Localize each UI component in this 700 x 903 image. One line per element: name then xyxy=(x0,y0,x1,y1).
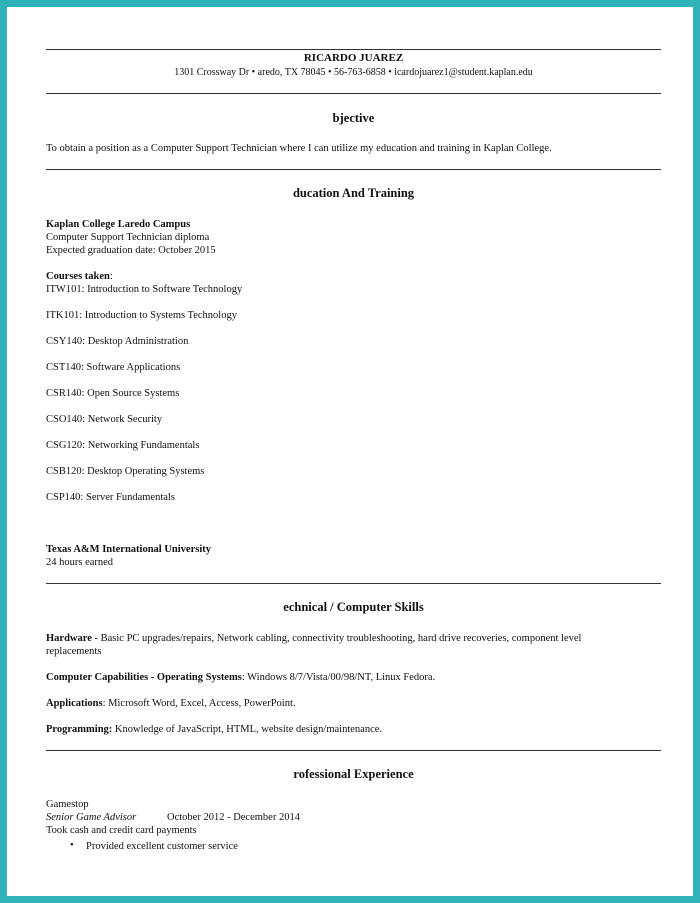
skill-hardware xyxy=(46,632,581,645)
candidate-name: RICARDO JUAREZ xyxy=(303,52,404,64)
resume-page xyxy=(7,7,693,896)
skill-os xyxy=(46,671,435,684)
courses-label xyxy=(46,270,113,283)
skill-applications xyxy=(46,697,296,710)
experience-heading: rofessional Experience xyxy=(293,767,414,781)
course-item: CSG120: Networking Fundamentals xyxy=(46,440,200,451)
school2-detail: 24 hours earned xyxy=(46,557,114,568)
course-item: CSO140: Network Security xyxy=(46,414,163,425)
objective-text: To obtain a position as a Computer Support Technician where I can utilize my education and training in Kaplan College. xyxy=(46,143,552,154)
job-title: Senior Game Advisor xyxy=(46,812,137,823)
course-item: ITW101: Introduction to Software Technology xyxy=(46,284,243,295)
course-item: CSR140: Open Source Systems xyxy=(46,388,180,399)
courses-label-colon: : xyxy=(109,271,113,282)
bullet-icon: • xyxy=(70,840,74,851)
job-duty: Took cash and credit card payments xyxy=(46,825,197,836)
education-heading: ducation And Training xyxy=(292,186,415,200)
school2-name: Texas A&M International University xyxy=(46,544,211,555)
course-item: CST140: Software Applications xyxy=(46,362,181,373)
objective-heading: bjective xyxy=(332,111,375,125)
header-rule xyxy=(46,93,661,94)
school1-name: Kaplan College Laredo Campus xyxy=(46,219,191,230)
objective-rule xyxy=(46,169,661,170)
skill-label: Computer Capabilities - Operating Systems xyxy=(46,672,242,683)
course-item: CSP140: Server Fundamentals xyxy=(46,492,175,503)
contact-line: 1301 Crossway Dr • aredo, TX 78045 • 56-763-6858 • icardojuarez1@student.kaplan.edu xyxy=(174,67,533,78)
skill-text: : Microsoft Word, Excel, Access, PowerPoint. xyxy=(102,698,296,709)
courses-label-text: Courses taken xyxy=(46,271,110,282)
school1-graduation: Expected graduation date: October 2015 xyxy=(46,245,216,256)
course-item: CSY140: Desktop Administration xyxy=(46,336,189,347)
top-rule xyxy=(46,49,661,50)
school1-diploma: Computer Support Technician diploma xyxy=(46,232,210,243)
employer-name: Gamestop xyxy=(46,799,89,810)
course-item: ITK101: Introduction to Systems Technology xyxy=(46,310,237,321)
job-bullet-text: Provided excellent customer service xyxy=(86,841,238,852)
skill-text: : Windows 8/7/Vista/00/98/NT, Linux Fedora. xyxy=(241,672,436,683)
skill-hardware-cont: replacements xyxy=(46,646,102,657)
course-item: CSB120: Desktop Operating Systems xyxy=(46,466,205,477)
skill-text: - Basic PC upgrades/repairs, Network cabling, connectivity troubleshooting, hard drive recoveries, component level xyxy=(91,633,582,644)
job-dates: October 2012 - December 2014 xyxy=(167,812,300,823)
education-rule xyxy=(46,583,661,584)
skill-label: Hardware xyxy=(46,633,92,644)
skills-rule xyxy=(46,750,661,751)
skill-programming xyxy=(46,723,382,736)
skill-label: Applications xyxy=(46,698,103,709)
skills-heading: echnical / Computer Skills xyxy=(283,600,424,614)
skill-label: Programming: xyxy=(46,724,113,735)
skill-text: Knowledge of JavaScript, HTML, website design/maintenance. xyxy=(112,724,383,735)
